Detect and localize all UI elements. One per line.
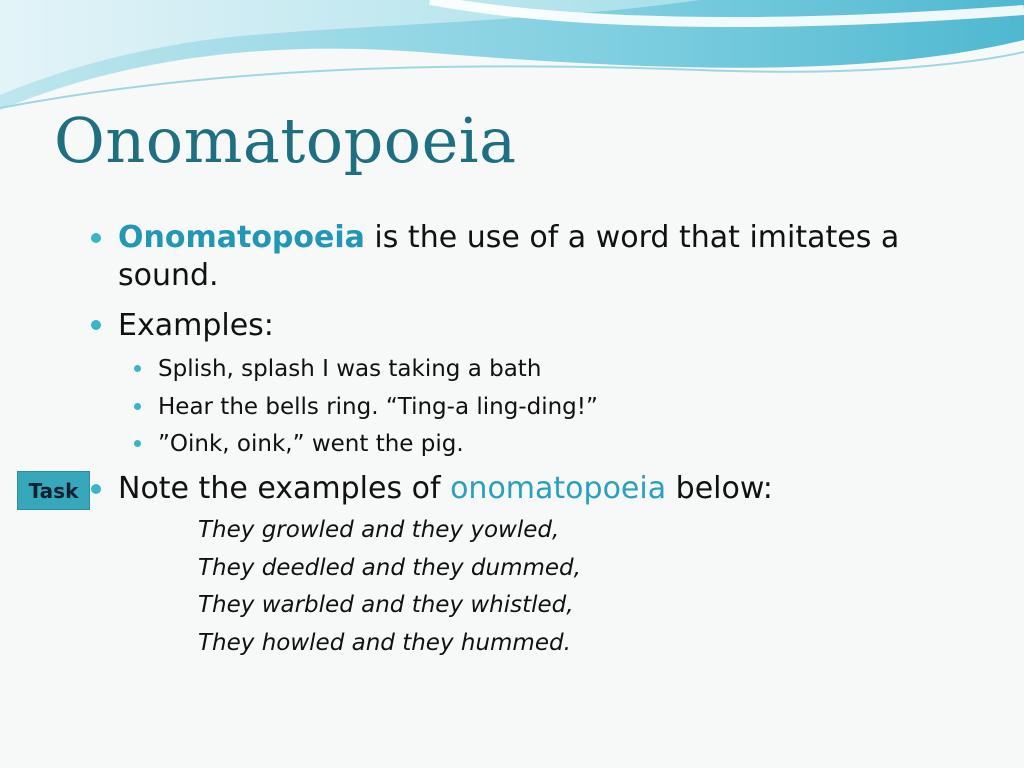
- poem-line: They howled and they hummed.: [198, 630, 571, 656]
- definition-term: Onomatopoeia: [118, 220, 365, 255]
- slide-title: Onomatopoeia: [54, 104, 517, 177]
- example-item: Splish, splash I was taking a bath: [158, 356, 542, 382]
- definition-bullet: [118, 219, 978, 295]
- task-badge: Task: [17, 471, 90, 510]
- bullet-dot-icon: [91, 320, 101, 330]
- note-text-before: Note the examples of: [118, 471, 451, 506]
- example-item: Hear the bells ring. “Ting-a ling-ding!”: [158, 394, 598, 420]
- sub-bullet-dot-icon: [134, 440, 141, 447]
- bullet-dot-icon: [91, 233, 101, 243]
- sub-bullet-dot-icon: [134, 403, 141, 410]
- examples-label: Examples:: [118, 308, 274, 343]
- note-bullet: [118, 470, 978, 508]
- sub-bullet-dot-icon: [134, 365, 141, 372]
- bullet-dot-icon: [91, 484, 101, 494]
- note-term: onomatopoeia: [450, 471, 667, 506]
- note-text-after: below:: [666, 471, 773, 506]
- example-item: ”Oink, oink,” went the pig.: [158, 431, 464, 457]
- poem-line: They growled and they yowled,: [198, 517, 560, 543]
- poem-line: They warbled and they whistled,: [198, 592, 574, 618]
- poem-line: They deedled and they dummed,: [198, 555, 581, 581]
- header-wave-decoration: [0, 0, 1024, 120]
- definition-text: is the use of a word that imitates a sound.: [118, 220, 900, 293]
